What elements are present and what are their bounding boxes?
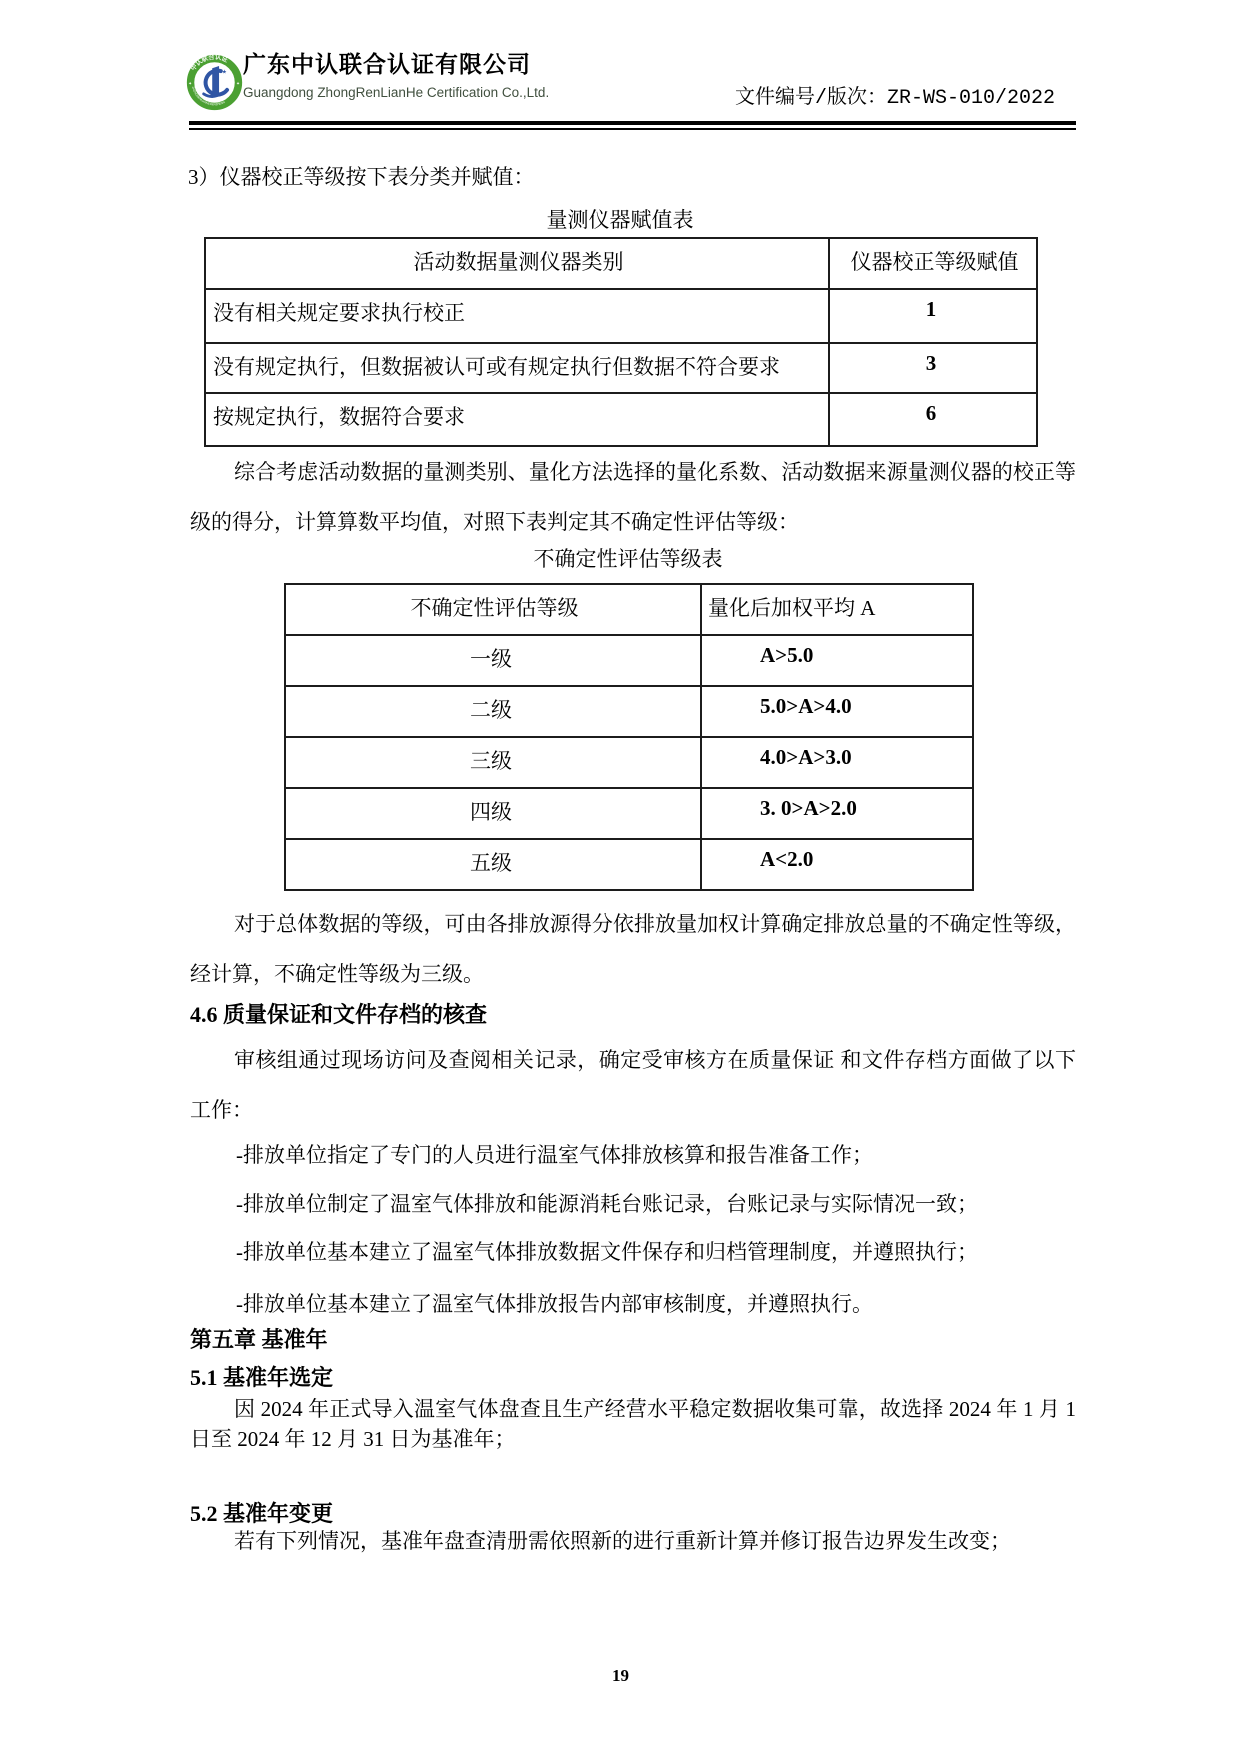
svg-text:✦: ✦: [236, 80, 240, 86]
table1-title: 量测仪器赋值表: [546, 208, 694, 232]
table2-title: 不确定性评估等级表: [533, 547, 723, 571]
paragraph-audit-team: 审核组通过现场访问及查阅相关记录，确定受审核方在质量保证 和文件存档方面做了以下工作：: [190, 1048, 1076, 1122]
header-rule: [189, 121, 1076, 130]
table2-row-level: 二级: [285, 686, 701, 737]
heading-4-6: 4.6 质量保证和文件存档的核查: [190, 1002, 488, 1027]
uncertainty-assessment-grade-table: [284, 583, 974, 891]
svg-text:✦: ✦: [188, 80, 193, 86]
table2-row-level: 三级: [285, 737, 701, 788]
table2-header-weighted-average: 量化后加权平均 A: [701, 584, 973, 635]
paragraph-overall-grade: 对于总体数据的等级，可由各排放源得分依排放量加权计算确定排放总量的不确定性等级，经计算，不确定性等级为三级。: [190, 912, 1076, 986]
table2-row-level: 一级: [285, 635, 701, 686]
table2-row-level: 四级: [285, 788, 701, 839]
heading-5-2: 5.2 基准年变更: [190, 1501, 334, 1526]
table1-row-category: 没有规定执行，但数据被认可或有规定执行但数据不符合要求: [205, 343, 829, 393]
table2-row-range: 4.0>A>3.0: [701, 737, 973, 788]
table2-row-range: 5.0>A>4.0: [701, 686, 973, 737]
company-name-en: Guangdong ZhongRenLianHe Certification Co.,Ltd.: [243, 85, 550, 100]
page-number: 19: [612, 1666, 629, 1685]
table1-row-category: 没有相关规定要求执行校正: [205, 289, 829, 343]
svg-text:中认联合认证: 中认联合认证: [189, 53, 229, 73]
svg-text:★: ★: [221, 69, 228, 76]
svg-text:ZHONGRENLIANHERENZHENG: ZHONGRENLIANHERENZHENG: [191, 86, 226, 107]
table2-row-level: 五级: [285, 839, 701, 890]
certification-seal-logo-icon: [186, 53, 243, 112]
paragraph-average-score: 综合考虑活动数据的量测类别、量化方法选择的量化系数、活动数据来源量测仪器的校正等级的得分，计算算数平均值，对照下表判定其不确定性评估等级：: [190, 460, 1076, 534]
table1-row-value: 6: [829, 393, 1037, 446]
paragraph-base-year: 因 2024 年正式导入温室气体盘查且生产经营水平稳定数据收集可靠，故选择 2024 年 1 月 1 日至 2024 年 12 月 31 日为基准年；: [190, 1397, 1076, 1451]
document-code: 文件编号/版次：ZR-WS-010/2022: [734, 87, 1055, 110]
paragraph-base-year-change: 若有下列情况，基准年盘查清册需依照新的进行重新计算并修订报告边界发生改变；: [234, 1529, 1011, 1553]
table2-row-range: A>5.0: [701, 635, 973, 686]
bullet-item: -排放单位指定了专门的人员进行温室气体排放核算和报告准备工作；: [236, 1143, 873, 1167]
bullet-item: -排放单位制定了温室气体排放和能源消耗台账记录，台账记录与实际情况一致；: [236, 1192, 978, 1216]
heading-chapter-5: 第五章 基准年: [190, 1327, 328, 1352]
table1-row-value: 1: [829, 289, 1037, 343]
table2-row-range: A<2.0: [701, 839, 973, 890]
bullet-item: -排放单位基本建立了温室气体排放报告内部审核制度，并遵照执行。: [236, 1292, 873, 1316]
measurement-instrument-assignment-table: [204, 237, 1038, 447]
bullet-item: -排放单位基本建立了温室气体排放数据文件保存和归档管理制度，并遵照执行；: [236, 1240, 978, 1264]
table2-header-grade: 不确定性评估等级: [285, 584, 701, 635]
heading-5-1: 5.1 基准年选定: [190, 1365, 334, 1390]
list-item-3: 3）仪器校正等级按下表分类并赋值：: [188, 165, 535, 189]
table1-header-value: 仪器校正等级赋值: [829, 238, 1037, 289]
table1-header-category: 活动数据量测仪器类别: [205, 238, 829, 289]
table1-row-value: 3: [829, 343, 1037, 393]
table1-row-category: 按规定执行，数据符合要求: [205, 393, 829, 446]
table2-row-range: 3. 0>A>2.0: [701, 788, 973, 839]
company-name-zh: 广东中认联合认证有限公司: [243, 51, 531, 77]
